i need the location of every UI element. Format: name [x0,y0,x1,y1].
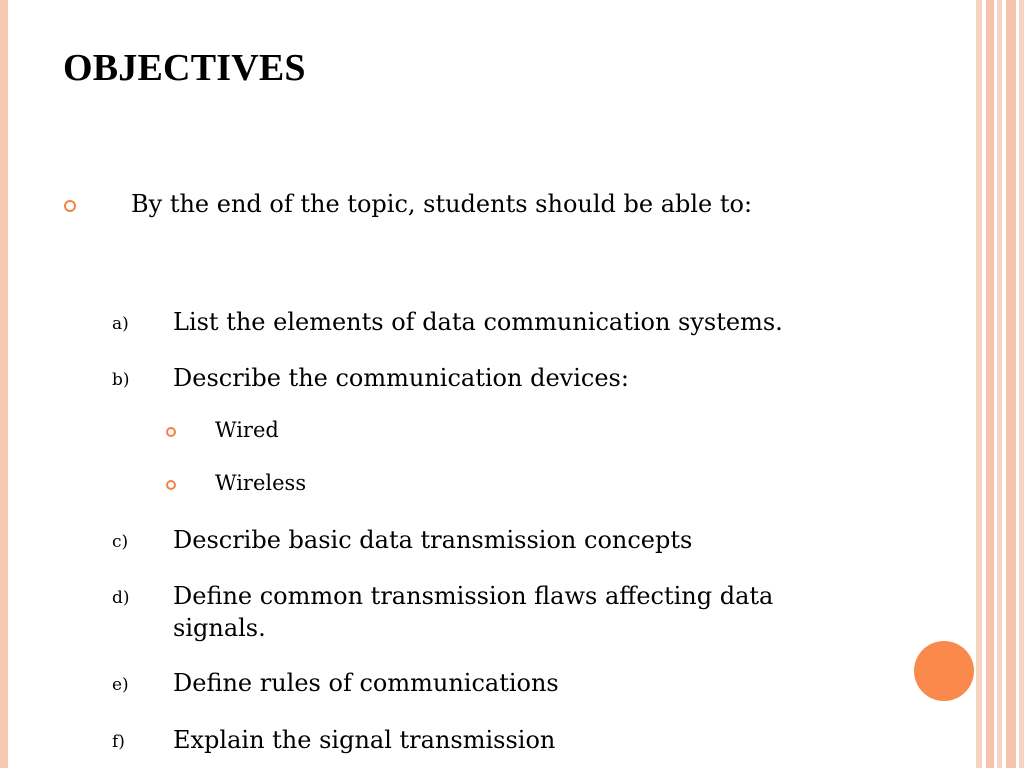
circle-bullet-icon [166,427,176,437]
right-decor-stripe [986,0,994,768]
sub-list-item: Wired [215,418,279,442]
list-item-text: Define common transmission flaws affecting data signals. [173,582,774,642]
right-decor-stripe [1006,0,1016,768]
list-item-letter: f) [112,732,125,752]
list-item-letter: a) [112,314,129,334]
list-item-letter: c) [112,532,129,552]
slide-title: OBJECTIVES [63,47,306,89]
decorative-circle [914,641,974,701]
intro-text: By the end of the topic, students should be able to: [131,190,753,218]
left-decor-stripe [0,0,8,768]
right-decor-stripe [997,0,1002,768]
list-item-text: Define rules of communications [173,669,559,697]
list-item-text: List the elements of data communication systems. [173,308,783,336]
list-item-text: Describe basic data transmission concepts [173,526,693,554]
list-item-letter: b) [112,370,130,390]
list-item-text: Explain the signal transmission [173,726,556,754]
sub-list-item: Wireless [215,471,307,495]
list-item-letter: e) [112,675,129,695]
right-decor-stripe [976,0,982,768]
list-item-text: Describe the communication devices: [173,364,629,392]
circle-bullet-icon [166,480,176,490]
list-item-letter: d) [112,588,130,608]
circle-bullet-icon [64,200,76,212]
right-decor-stripe [1019,0,1024,768]
